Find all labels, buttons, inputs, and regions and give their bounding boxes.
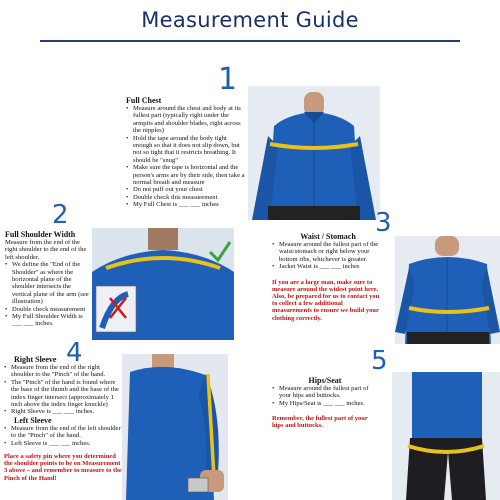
section-heading: Full Chest [126, 96, 162, 105]
waist-note: If you are a large man, make sure to measure around the widest point here. Also, be prepared for us to contact you to collect a few additional measurements to ensure we build your clothing correctly. [272, 278, 380, 322]
instruction-item: • We define the "End of the Shoulder" as where the horizontal plane of the shoulder intersects the vertical plane of the arm (see illustration) [5, 261, 91, 305]
section-shoulder [5, 230, 91, 328]
instruction-item: • Do not puff out your chest [126, 186, 246, 193]
left-sleeve-heading: Left Sleeve [14, 415, 52, 425]
step-number-2: 2 [52, 200, 69, 230]
right-sleeve-instructions [4, 364, 122, 416]
step-number-1: 1 [218, 62, 238, 97]
shoulder-measurement-photo [92, 228, 234, 340]
hips-instructions [272, 385, 378, 407]
instruction-item: • Jacket Waist is ___ ___ inches [272, 263, 384, 270]
section-sleeve [4, 355, 122, 482]
sleeve-measurement-photo [122, 354, 228, 500]
waist-measurement-photo [395, 236, 500, 344]
section-heading: Right Sleeve [14, 355, 57, 364]
instruction-item: • My Full Shoulder Width is ___ ___ inches. [5, 313, 91, 328]
step-number-4: 4 [66, 338, 83, 368]
instruction-item: • The "Pinch" of the hand is found where the base of the thumb and the base of the index finger intersect (approximately 1 inch above the index finger knuckle) [4, 379, 122, 409]
instruction-item: • Measure around the fullest part of the waist/stomach or right below your bottom ribs, whichever is greater. [272, 241, 384, 263]
section-heading: Full Shoulder Width [5, 230, 76, 239]
waist-instructions [272, 241, 384, 271]
shoulder-instructions [5, 261, 91, 328]
chest-instructions [126, 105, 246, 209]
sleeve-note: Place a safety pin where you determined the shoulder points to be on Measurement 3 above – and remember to measure to the Pinch of the Hand! [4, 453, 122, 482]
title-divider [40, 40, 460, 42]
hips-note: Remember, the fullest part of your hips and buttocks. [272, 415, 368, 430]
step-number-3: 3 [375, 208, 392, 238]
instruction-item: • My Full Chest is ___ ___ inches [126, 201, 246, 208]
instruction-item: • Make sure the tape is horizontal and the person's arms are by their side, then take a normal breath and measure [126, 164, 246, 186]
instruction-item: • Double check this measurement [126, 194, 246, 201]
section-hips [272, 376, 378, 430]
section-heading: Waist / Stomach [300, 232, 356, 241]
instruction-item: • Measure around the fullest part of your hips and buttocks. [272, 385, 378, 400]
shoulder-intro: Measure from the end of the right shoulder to the end of the left shoulder. [5, 239, 87, 261]
instruction-item: • Double check measurement [5, 306, 91, 313]
instruction-item: • Measure from the end of the left shoulder to the "Pinch" of the hand. [4, 425, 122, 440]
instruction-item: • Right Sleeve is ___ ___ inches. [4, 408, 122, 415]
step-number-5: 5 [371, 346, 388, 376]
instruction-item: • Hold the tape around the body tight enough so that it does not slip down, but not so tight that it restricts breathing. It should be "snug" [126, 135, 246, 165]
section-heading: Hips/Seat [308, 376, 342, 385]
instruction-item: • Measure from the end of the right shoulder to the "Pinch" of the hand. [4, 364, 122, 379]
hips-measurement-photo [392, 372, 500, 500]
page-title: Measurement Guide [141, 8, 359, 32]
instruction-item: • My Hips/Seat is ___ ___ inches. [272, 400, 378, 407]
instruction-item: • Left Sleeve is ___ ___ inches. [4, 440, 122, 447]
left-sleeve-instructions [4, 425, 122, 447]
chest-measurement-photo [248, 86, 380, 220]
section-chest [126, 96, 246, 209]
section-waist [272, 232, 384, 322]
instruction-item: • Measure around the chest and body at its fullest part (typically right under the armpits and shoulder blades, right across the nipples) [126, 105, 246, 135]
